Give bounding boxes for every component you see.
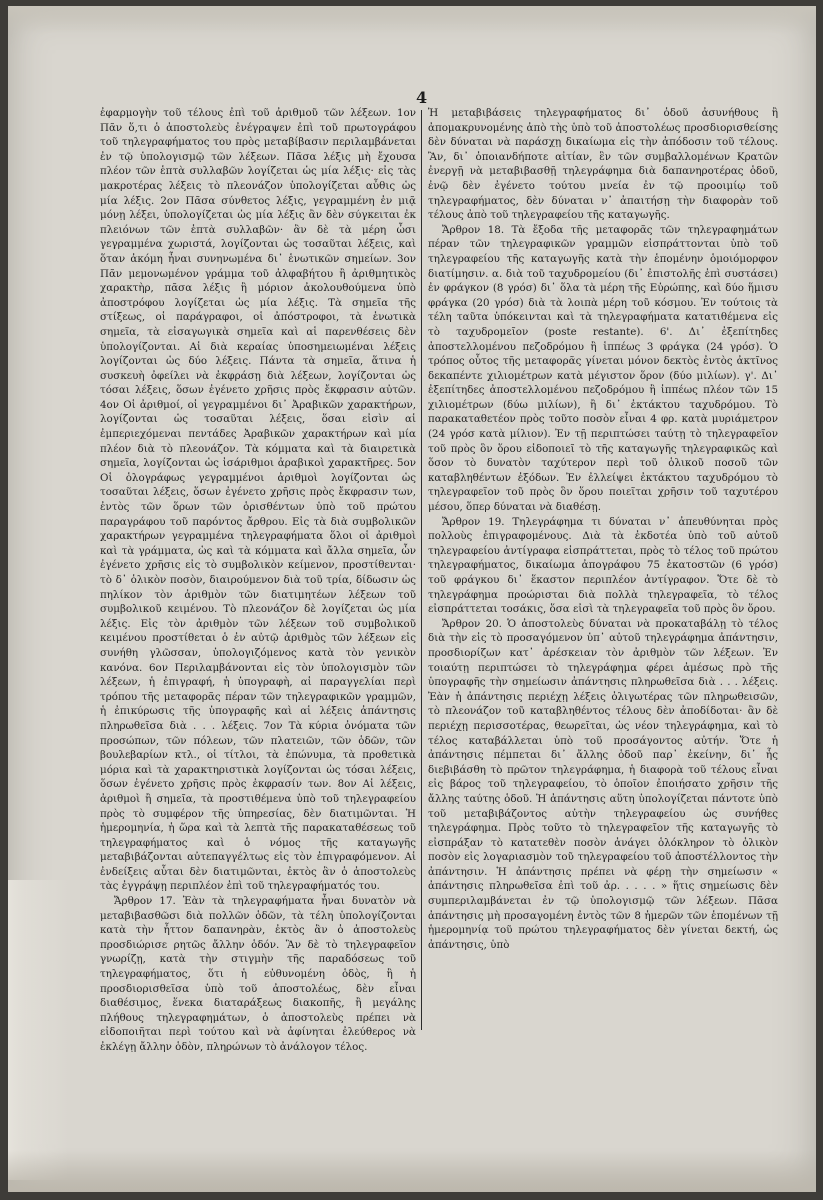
left-paragraph: ἐφαρμογὴν τοῦ τέλους ἐπὶ τοῦ ἀριθμοῦ τῶν λέξεων. 1ον Πᾶν ὅ,τι ὁ ἀποστολεὺς ἐνέγραψεν ἐπὶ τοῦ πρωτογράφου τοῦ τηλεγραφήματος του πρὸς μεταβίβασιν περιλαμβάνεται ἐν τῷ ὑπολογισμῷ τῶν λέξεων. Πᾶσα λέξις μὴ ἔχουσα πλέον τῶν ἑπτὰ συλλαβῶν λογίζεται ὡς μία λέξις· εἰς τὰς μακροτέρας λέξεις τὸ πλεονάζον ὑπολογίζεται αὖθις ὡς μία λέξις. 2ον Πᾶσα σύνθετος λέξις, γεγραμμένη ἐν μιᾷ μόνῃ λέξει, ὑπολογίζεται ὡς μία λέξις ἂν δὲν σύγκειται ἐκ πλειόνων τῶν ἑπτὰ συλλαβῶν· ἂν δὲ τὰ μέρη ὦσι γεγραμμένα χωριστά, λογίζονται ὡς τοσαῦται λέξεις, καὶ ὅταν ἀκόμη ἦναι συνηνωμένα δι᾽ ἑνωτικῶν σημείων. 3ον Πᾶν μεμονωμένον γράμμα τοῦ ἀλφαβήτου ἢ ἀριθμητικὸς χαρακτὴρ, πᾶσα λέξις ἢ μόριον ἀκολουθούμενα ὑπὸ ἀποστρόφου λογίζεται ὡς μία λέξις. Τὰ σημεῖα τῆς στίξεως, οἱ παράγραφοι, οἱ ἀπόστροφοι, τὰ ἑνωτικὰ σημεῖα, τὰ εἰσαγωγικὰ σημεῖα καὶ αἱ παρενθέσεις δὲν ὑπολογίζονται. Αἱ διὰ κεραίας ὑποσημειωμέναι λέξεις λογίζονται ὡς δύο λέξεις. Πάντα τὰ σημεῖα, ἅτινα ἡ συσκευὴ ὀφείλει νὰ ἐκφράσῃ διὰ λέξεων, λογίζονται ὡς τόσαι λέξεις, ὅσων ἐγένετο χρῆσις πρὸς ἔκφρασιν αὐτῶν. 4ον Οἱ ἀριθμοί, οἱ γεγραμμένοι δι᾽ Ἀραβικῶν χαρακτήρων, λογίζονται ὡς τοσαῦται λέξεις, ὅσαι εἰσὶν αἱ ἐμπεριεχόμεναι πεντάδες Ἀραβικῶν χαρακτήρων καὶ μία πλέον διὰ τὸ πλεονάζον. Τὰ κόμματα καὶ τὰ διαιρετικὰ σημεῖα, λογίζονται ὡς ἰσάριθμοι ἀραβικοὶ χαρακτῆρες. 5ον Οἱ ὁλογράφως γεγραμμένοι ἀριθμοὶ λογίζονται ὡς τοσαῦται λέξεις, ὅσων ἐγένετο χρῆσις πρὸς ἔκφρασιν των, ἐντὸς τῶν ὅρων τῶν ὁρισθέντων ὑπὸ τοῦ πρώτου παραγράφου τοῦ παρόντος ἄρθρου. Εἰς τὰ διὰ συμβολικῶν χαρακτήρων γεγραμμένα τηλεγραφήματα ὅλοι οἱ ἀριθμοὶ καὶ τὰ γράμματα, ὡς καὶ τὰ κόμματα καὶ ἄλλα σημεῖα, ὧν ἐγένετο χρῆσις εἰς τὸ συμβολικὸν κείμενον, προστίθενται· τὸ δ᾽ ὁλικὸν ποσὸν, διαιρούμενον διὰ τοῦ τρία, δίδωσιν ὡς πηλίκον τὸν ἀριθμὸν τῶν διατιμητέων λέξεων τοῦ συμβολικοῦ κειμένου. Τὸ πλεονάζον δὲ λογίζεται ὡς μία λέξις. Εἰς τὸν ἀριθμὸν τῶν λέξεων τοῦ συμβολικοῦ κειμένου προστίθεται ὁ ἐν αὐτῷ ἀριθμὸς τῶν λέξεων εἰς συνήθη γλῶσσαν, ὑπολογιζόμενος κατὰ τὸν γενικὸν κανόνα. 6ον Περιλαμβάνονται εἰς τὸν ὑπολογισμὸν τῶν λέξεων, ἡ ἐπιγραφή, ἡ ὑπογραφὴ, αἱ παραγγελίαι περὶ τρόπου τῆς μεταφορᾶς πέραν τῶν τηλεγραφικῶν γραμμῶν, ἡ ἐπικύρωσις τῆς ὑπογραφῆς καὶ αἱ λέξεις ἀπάντησις πληρωθεῖσα διὰ . . . λέξεις. 7ον Τὰ κύρια ὀνόματα τῶν προσώπων, τῶν πόλεων, τῶν πλατειῶν, τῶν ὁδῶν, τῶν βουλεβαρίων κτλ., οἱ τίτλοι, τὰ ἐπώνυμα, τὰ προθετικὰ μόρια καὶ τὰ χαρακτηριστικὰ λογίζονται ὡς τόσαι λέξεις, ὅσων ἐγένετο χρῆσις πρὸς ἐκφρασίν των. 8ον Αἱ λέξεις, ἀριθμοὶ ἢ σημεῖα, τὰ προστιθέμενα ὑπὸ τοῦ τηλεγραφείου πρὸς τὸ συμφέρον τῆς ὑπηρεσίας, δὲν διατιμῶνται. Ἡ ἡμερομηνία, ἡ ὥρα καὶ τὰ λεπτὰ τῆς παρακαταθέσεως τοῦ τηλεγραφήματος καὶ ὁ νόμος τῆς καταγωγῆς μεταβιβάζονται αὐτεπαγγέλτως εἰς τὸν ἐπιγραφόμενον. Αἱ ἐνδείξεις αὗται δὲν διατιμῶνται, ἐκτὸς ἂν ὁ ἀποστολεὺς τὰς ἐγγράψῃ περιπλέον ἐπὶ τοῦ τηλεγραφήματός του.: [100, 107, 416, 893]
column-divider: [421, 110, 422, 1030]
left-paragraph: Ἄρθρον 17. Ἐὰν τὰ τηλεγραφήματα ἦναι δυνατὸν νὰ μεταβιβασθῶσι διὰ πολλῶν ὁδῶν, τὰ τέλη ὑπολογίζονται κατὰ τὴν ἦττον δαπανηρὰν, ἐκτὸς ἂν ὁ ἀποστολεὺς προσδιώρισε ρητῶς ἄλλην ὁδόν. Ἂν δὲ τὸ τηλεγραφεῖον γνωρίζῃ, κατὰ τὴν στιγμὴν τῆς παραδόσεως τοῦ τηλεγραφήματος, ὅτι ἡ εὐθυνομένη ὁδὸς, ἢ ἡ προσδιορισθεῖσα ὑπὸ τοῦ ἀποστολέως, δὲν εἶναι διαθέσιμος, ἕνεκα διαταράξεως διακοπῆς, ἢ μεγάλης πλήθους τηλεγραφημάτων, ὁ ἀποστολεὺς πρέπει νὰ εἰδοποιῆται περὶ τούτου καὶ νὰ ἀφίνηται ἐλεύθερος νὰ ἐκλέγῃ ἄλλην ὁδὸν, πληρώνων τὸ ἀνάλογον τέλος.: [100, 895, 416, 1053]
right-paragraph: Ἡ μεταβιβάσεις τηλεγραφήματος δι᾽ ὁδοῦ ἀσυνήθους ἢ ἀπομακρυνομένης ἀπὸ τὴς ὑπὸ τοῦ ἀποστολέως προσδιορισθείσης δὲν δύναται νὰ παράσχῃ δικαίωμα εἰς τὴν ἀπόδοσιν τοῦ τέλους. Ἂν, δι᾽ ὁποιανδήποτε αἰτίαν, ἓν τῶν συμβαλλομένων Κρατῶν ἐνεργῇ νὰ μεταβιβασθῇ τηλεγράφημα διὰ δαπανηροτέρας ὁδοῦ, ἐνῷ δὲν ἐγένετο τούτου μνεία ἐν τῷ προοιμίῳ τοῦ τηλεγραφήματος, δὲν δύναται ν᾽ ἀπαιτήσῃ τὴν διαφορὰν τοῦ τέλους ἀπὸ τοῦ τηλεγραφείου τῆς καταγωγῆς.: [428, 107, 778, 222]
page-bottom-fold: [8, 1150, 816, 1192]
page-fold-shadow: [8, 6, 816, 34]
page-worn-edge: [8, 880, 68, 1180]
left-column: [100, 106, 416, 1055]
right-column: [428, 106, 778, 952]
right-paragraph: Ἄρθρον 20. Ὁ ἀποστολεὺς δύναται νὰ προκαταβάλῃ τὸ τέλος διὰ τὴν εἰς τὸ προσαγόμενον ὑπ᾽ αὐτοῦ τηλεγράφημα ἀπάντησιν, προσδιορίζων κατ᾽ ἀρέσκειαν τὸν ἀριθμὸν τῶν λέξεων. Ἐν τοιαύτῃ περιπτώσει τὸ τηλεγράφημα φέρει ἀμέσως πρὸ τῆς ὑπογραφῆς τὴν σημείωσιν ἀπάντησις πληρωθεῖσα διὰ . . . λέξεις. Ἐὰν ἡ ἀπάντησις περιέχῃ λέξεις ὀλιγωτέρας τῶν πληρωθεισῶν, τὸ πλεονάζον τοῦ καταβληθέντος τέλους δὲν ἀποδίδοται· ἂν δὲ περιέχῃ περισσοτέρας, θεωρεῖται, ὡς νέον τηλεγράφημα, καὶ τὸ τέλος καταβάλλεται ὑπὸ τοῦ προσάγοντος αὐτήν. Ὅτε ἡ ἀπάντησις πέμπεται δι᾽ ἄλλης ὁδοῦ παρ᾽ ἐκείνην, δι᾽ ἧς διεβιβάσθη τὸ πρῶτον τηλεγράφημα, ἡ διαφορὰ τοῦ τέλους εἶναι εἰς βάρος τοῦ τηλεγραφείου, τὸ ὁποῖον ἐποιήσατο χρῆσιν τῆς ἄλλης ταύτης ὁδοῦ. Ἡ ἀπάντησις αὕτη ὑπολογίζεται πάντοτε ὑπὸ τοῦ μεταβιβάζοντος αὐτὴν τηλεγραφείου ὡς συνήθες τηλεγράφημα. Πρὸς τοῦτο τὸ τηλεγραφεῖον τῆς καταγωγῆς τὸ εἰσπράξαν τὸ κατατεθὲν ποσὸν ἀνάγει ὁλόκληρον τὸ ὁλικὸν ποσὸν εἰς λογαριασμὸν τοῦ τηλεγραφείου τοῦ ἀποστέλλοντος τὴν ἀπάντησιν. Ἡ ἀπάντησις πρέπει νὰ φέρῃ τὴν σημείωσιν « ἀπάντησις πληρωθεῖσα ἐπὶ τοῦ ἀρ. . . . . » ἥτις σημείωσις δὲν συμπεριλαμβάνεται ἐν τῷ ὑπολογισμῷ τῶν λέξεων. Πᾶσα ἀπάντησις μὴ προσαγομένη ἐντὸς τῶν 8 ἡμερῶν τῶν ἑπομένων τῇ ἡμερομηνίᾳ τοῦ πρώτου τηλεγραφήματος δὲν γίνεται δεκτή, ὡς ἀπάντησις, ὑπὸ: [428, 617, 778, 951]
right-paragraph: Ἄρθρον 18. Τὰ ἔξοδα τῆς μεταφορᾶς τῶν τηλεγραφημάτων πέραν τῶν τηλεγραφικῶν γραμμῶν εἰσπράττονται ὑπὸ τοῦ τηλεγραφείου τῆς καταγωγῆς κατὰ τὴν ἑπομένην ὁμοιόμορφον διατίμησιν. α. διὰ τοῦ ταχυδρομείου (δι᾽ ἐπιστολῆς ἐπὶ συστάσει) ἐν φράγκον (8 γρόσ) δι᾽ ὅλα τὰ μέρη τῆς Εὐρώπης, καὶ δύο ἥμισυ φράγκα (20 γρόσ) διὰ τὰ λοιπὰ μέρη τοῦ κόσμου. Ἐν τούτοις τὰ τέλη ταῦτα ὑπόκεινται καὶ τὰ τηλεγραφήματα κατατιθέμενα εἰς τὸ ταχυδρομεῖον (poste restante). 6'. Δι᾽ ἐξεπίτηδες ἀποστελλομένου πεζοδρόμου ἢ ἱππέως 3 φράγκα (24 γρόσ). Ὁ τρόπος οὗτος τῆς μεταφορᾶς γίνεται μόνον δεκτὸς ἐντὸς ἀκτῖνος δεκαπέντε χιλιομέτρων κατὰ μέγιστον ὅρον (δύο μιλίων). γ'. Δι᾽ ἐξεπίτηδες ἀποστελλομένου πεζοδρόμου ἢ ἱππέως πλέον τῶν 15 χιλιομέτρων (δύω μιλίων), ἢ δι᾽ ἐκτάκτου ταχυδρόμου. Τὸ παρακαταθετέον πρὸς τοῦτο ποσὸν εἶναι 4 φρ. κατὰ μυριάμετρον (24 γρόσ κατὰ μίλιον). Ἐν τῇ περιπτώσει ταύτῃ τὸ τηλεγραφεῖον τοῦ πρὸς ὃν ὅρου εἰδοποιεῖ τὸ τῆς καταγωγῆς τηλεγραφικῶς καὶ ὅσον τὸ δυνατὸν ταχύτερον περὶ τοῦ ὁλικοῦ ποσοῦ τῶν καταβληθέντων ἐξόδων. Ἐν ἐλλείψει ἐκτάκτου ταχυδρόμου τὸ τηλεγραφεῖον τοῦ πρὸς ὃν ὅρου ποιεῖται χρῆσιν τοῦ ταχυτέρου μέσου, ὅπερ δύναται νὰ διαθέσῃ.: [428, 223, 778, 514]
page-number: 4: [416, 88, 428, 107]
right-paragraph: Ἄρθρον 19. Τηλεγράφημα τι δύναται ν᾽ ἀπευθύνηται πρὸς πολλοὺς ἐπιγραφομένους. Διὰ τὰ ἐκδοτέα ὑπὸ τοῦ αὐτοῦ τηλεγραφείου ἀντίγραφα εἰσπράττεται, πρὸς τὸ τέλος τοῦ πρώτου τηλεγραφήματος, δικαίωμα ἀπογράφου 75 ἑκατοστῶν (6 γρόσ) τοῦ φράγκου δι᾽ ἕκαστον περιπλέον ἀντίγραφον. Ὅτε δὲ τὸ τηλεγράφημα προώρισται διὰ πολλὰ τηλεγραφεῖα, τὸ τέλος εἰσπράττεται τοσάκις, ὅσα εἰσὶ τὰ τηλεγραφεῖα τοῦ πρὸς ὃν ὅρου.: [428, 515, 778, 616]
